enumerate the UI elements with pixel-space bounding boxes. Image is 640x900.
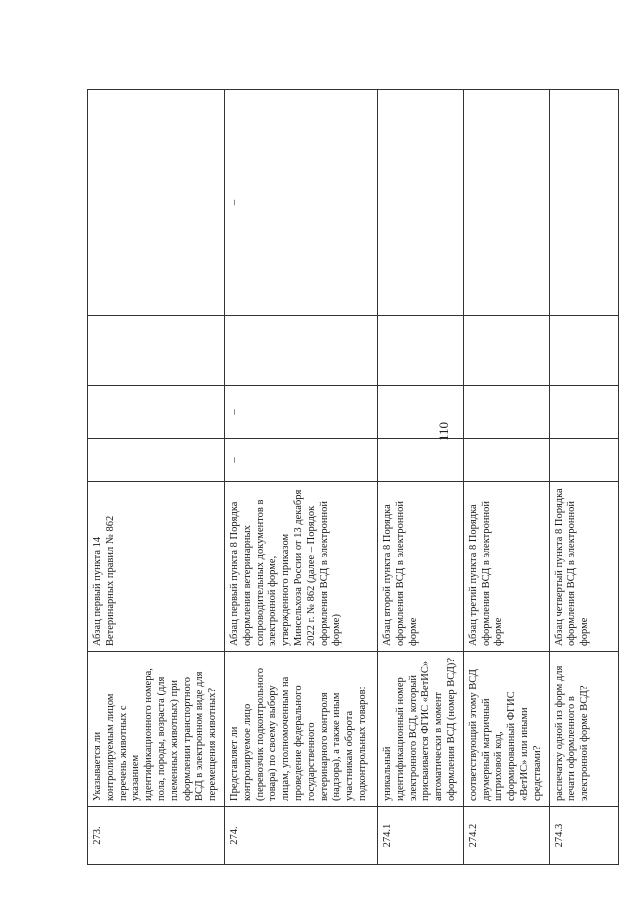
question-cell: Указывается ли контролируемым лицом перечень животных с указанием идентификационного номера, пола, породы, возраста (для племенных животных) при оформлении транспортного ВСД в электронном виде для перемещения животных? (88, 652, 225, 807)
table-row (224, 90, 377, 865)
page-number: 110 (436, 421, 451, 441)
note-cell (377, 90, 463, 316)
no-cell (549, 386, 618, 439)
row-number: 273. (88, 807, 225, 865)
not-applicable-cell (88, 316, 225, 386)
question-cell: Представляет ли контролируемое лицо (перевозчик подконтрольного товара) по своему выбору лицам, уполномоченным на проведение федерального государственного ветеринарного контроля (надзора), а также иным участникам оборота подконтрольных товаров: (224, 652, 377, 807)
question-cell: соответствующий этому ВСД двумерный матричный штриховой код, сформированный ФГИС «ВетИС» или иными средствами? (463, 652, 549, 807)
note-cell (88, 90, 225, 316)
question-cell: уникальный идентификационный номер электронного ВСД, который присваивается ФГИС «ВетИС» автоматически в момент оформления ВСД (номер ВСД)? (377, 652, 463, 807)
note-cell: – (224, 90, 377, 316)
reference-cell: Абзац первый пункта 8 Порядка оформления ветеринарных сопроводительных документов в электронной форме, утвержденного приказом Минсельхоза России от 13 декабря 2022 г. № 862 (далее – Порядок оформления ВСД в электронной форме) (224, 482, 377, 652)
no-cell (377, 386, 463, 439)
yes-cell (88, 439, 225, 482)
yes-cell: – (224, 439, 377, 482)
yes-cell (463, 439, 549, 482)
not-applicable-cell (224, 316, 377, 386)
table-row (549, 90, 618, 865)
table-row (88, 90, 225, 865)
question-cell: распечатку одной из форм для печати оформленного в электронной форме ВСД? (549, 652, 618, 807)
reference-cell: Абзац второй пункта 8 Порядка оформления ВСД в электронной форме (377, 482, 463, 652)
checklist-table (87, 89, 619, 865)
yes-cell (377, 439, 463, 482)
yes-cell (549, 439, 618, 482)
note-cell (549, 90, 618, 316)
reference-cell: Абзац первый пункта 14 Ветеринарных правил № 862 (88, 482, 225, 652)
row-number: 274.1 (377, 807, 463, 865)
no-cell (463, 386, 549, 439)
not-applicable-cell (549, 316, 618, 386)
no-cell: – (224, 386, 377, 439)
note-cell (463, 90, 549, 316)
table-row (377, 90, 463, 865)
row-number: 274.2 (463, 807, 549, 865)
not-applicable-cell (463, 316, 549, 386)
rotated-table-wrapper (87, 90, 591, 865)
row-number: 274. (224, 807, 377, 865)
reference-cell: Абзац четвертый пункта 8 Порядка оформления ВСД в электронной форме (549, 482, 618, 652)
reference-cell: Абзац третий пункта 8 Порядка оформления ВСД в электронной форме (463, 482, 549, 652)
table-row (463, 90, 549, 865)
no-cell (88, 386, 225, 439)
row-number: 274.3 (549, 807, 618, 865)
not-applicable-cell (377, 316, 463, 386)
